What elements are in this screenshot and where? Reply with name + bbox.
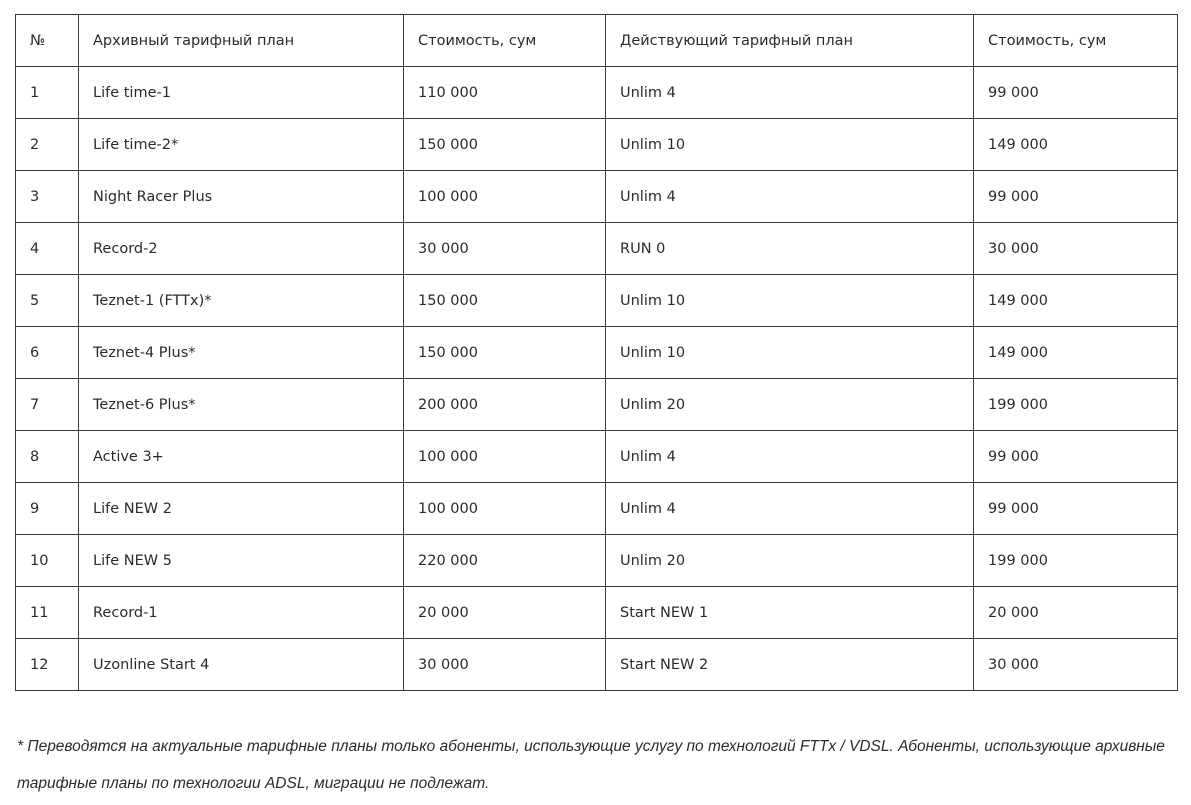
archive-plan: Uzonline Start 4 bbox=[79, 639, 404, 691]
archive-plan: Record-1 bbox=[79, 587, 404, 639]
archive-plan: Active 3+ bbox=[79, 431, 404, 483]
table-row bbox=[16, 483, 1178, 535]
archive-cost: 150 000 bbox=[404, 327, 606, 379]
table-row bbox=[16, 275, 1178, 327]
archive-plan: Teznet-1 (FTTx)* bbox=[79, 275, 404, 327]
current-plan: Unlim 10 bbox=[606, 327, 974, 379]
current-plan: Unlim 4 bbox=[606, 171, 974, 223]
current-cost: 99 000 bbox=[974, 483, 1178, 535]
header-current-plan: Действующий тарифный план bbox=[606, 15, 974, 67]
header-number: № bbox=[16, 15, 79, 67]
archive-plan: Life NEW 2 bbox=[79, 483, 404, 535]
table-row bbox=[16, 171, 1178, 223]
table-row bbox=[16, 119, 1178, 171]
table-row bbox=[16, 587, 1178, 639]
archive-plan: Teznet-4 Plus* bbox=[79, 327, 404, 379]
footnote: * Переводятся на актуальные тарифные планы только абоненты, использующие услугу по технологий FTTx / VDSL. Абоненты, использующие архивные тарифные планы по технологии ADSL, миграции не подлежат. bbox=[17, 738, 1165, 792]
current-plan: Start NEW 2 bbox=[606, 639, 974, 691]
current-plan: Unlim 20 bbox=[606, 379, 974, 431]
current-cost: 149 000 bbox=[974, 327, 1178, 379]
archive-cost: 150 000 bbox=[404, 275, 606, 327]
archive-cost: 20 000 bbox=[404, 587, 606, 639]
table-row bbox=[16, 431, 1178, 483]
header-archive-cost: Стоимость, сум bbox=[404, 15, 606, 67]
table-row bbox=[16, 327, 1178, 379]
archive-cost: 30 000 bbox=[404, 639, 606, 691]
archive-cost: 100 000 bbox=[404, 483, 606, 535]
archive-plan: Life time-1 bbox=[79, 67, 404, 119]
archive-cost: 30 000 bbox=[404, 223, 606, 275]
table-row bbox=[16, 535, 1178, 587]
table-header-row bbox=[16, 15, 1178, 67]
current-cost: 149 000 bbox=[974, 275, 1178, 327]
row-number: 9 bbox=[16, 483, 79, 535]
header-archive-plan: Архивный тарифный план bbox=[79, 15, 404, 67]
archive-plan: Life time-2* bbox=[79, 119, 404, 171]
row-number: 1 bbox=[16, 67, 79, 119]
archive-cost: 220 000 bbox=[404, 535, 606, 587]
archive-plan: Teznet-6 Plus* bbox=[79, 379, 404, 431]
row-number: 11 bbox=[16, 587, 79, 639]
archive-cost: 110 000 bbox=[404, 67, 606, 119]
table-row bbox=[16, 379, 1178, 431]
current-plan: Unlim 4 bbox=[606, 431, 974, 483]
row-number: 10 bbox=[16, 535, 79, 587]
archive-cost: 100 000 bbox=[404, 431, 606, 483]
header-current-cost: Стоимость, сум bbox=[974, 15, 1178, 67]
archive-cost: 150 000 bbox=[404, 119, 606, 171]
current-plan: Unlim 4 bbox=[606, 483, 974, 535]
table-row bbox=[16, 223, 1178, 275]
current-cost: 99 000 bbox=[974, 431, 1178, 483]
current-plan: RUN 0 bbox=[606, 223, 974, 275]
current-plan: Start NEW 1 bbox=[606, 587, 974, 639]
archive-plan: Record-2 bbox=[79, 223, 404, 275]
row-number: 2 bbox=[16, 119, 79, 171]
table-row bbox=[16, 67, 1178, 119]
current-cost: 20 000 bbox=[974, 587, 1178, 639]
archive-cost: 100 000 bbox=[404, 171, 606, 223]
archive-cost: 200 000 bbox=[404, 379, 606, 431]
table-row bbox=[16, 639, 1178, 691]
tariff-migration-table bbox=[15, 14, 1178, 691]
current-plan: Unlim 10 bbox=[606, 275, 974, 327]
row-number: 8 bbox=[16, 431, 79, 483]
archive-plan: Night Racer Plus bbox=[79, 171, 404, 223]
current-cost: 199 000 bbox=[974, 379, 1178, 431]
row-number: 5 bbox=[16, 275, 79, 327]
current-cost: 199 000 bbox=[974, 535, 1178, 587]
row-number: 6 bbox=[16, 327, 79, 379]
row-number: 7 bbox=[16, 379, 79, 431]
row-number: 4 bbox=[16, 223, 79, 275]
current-cost: 149 000 bbox=[974, 119, 1178, 171]
current-cost: 99 000 bbox=[974, 67, 1178, 119]
current-cost: 30 000 bbox=[974, 639, 1178, 691]
current-plan: Unlim 10 bbox=[606, 119, 974, 171]
current-plan: Unlim 20 bbox=[606, 535, 974, 587]
current-cost: 30 000 bbox=[974, 223, 1178, 275]
row-number: 12 bbox=[16, 639, 79, 691]
archive-plan: Life NEW 5 bbox=[79, 535, 404, 587]
current-cost: 99 000 bbox=[974, 171, 1178, 223]
current-plan: Unlim 4 bbox=[606, 67, 974, 119]
row-number: 3 bbox=[16, 171, 79, 223]
